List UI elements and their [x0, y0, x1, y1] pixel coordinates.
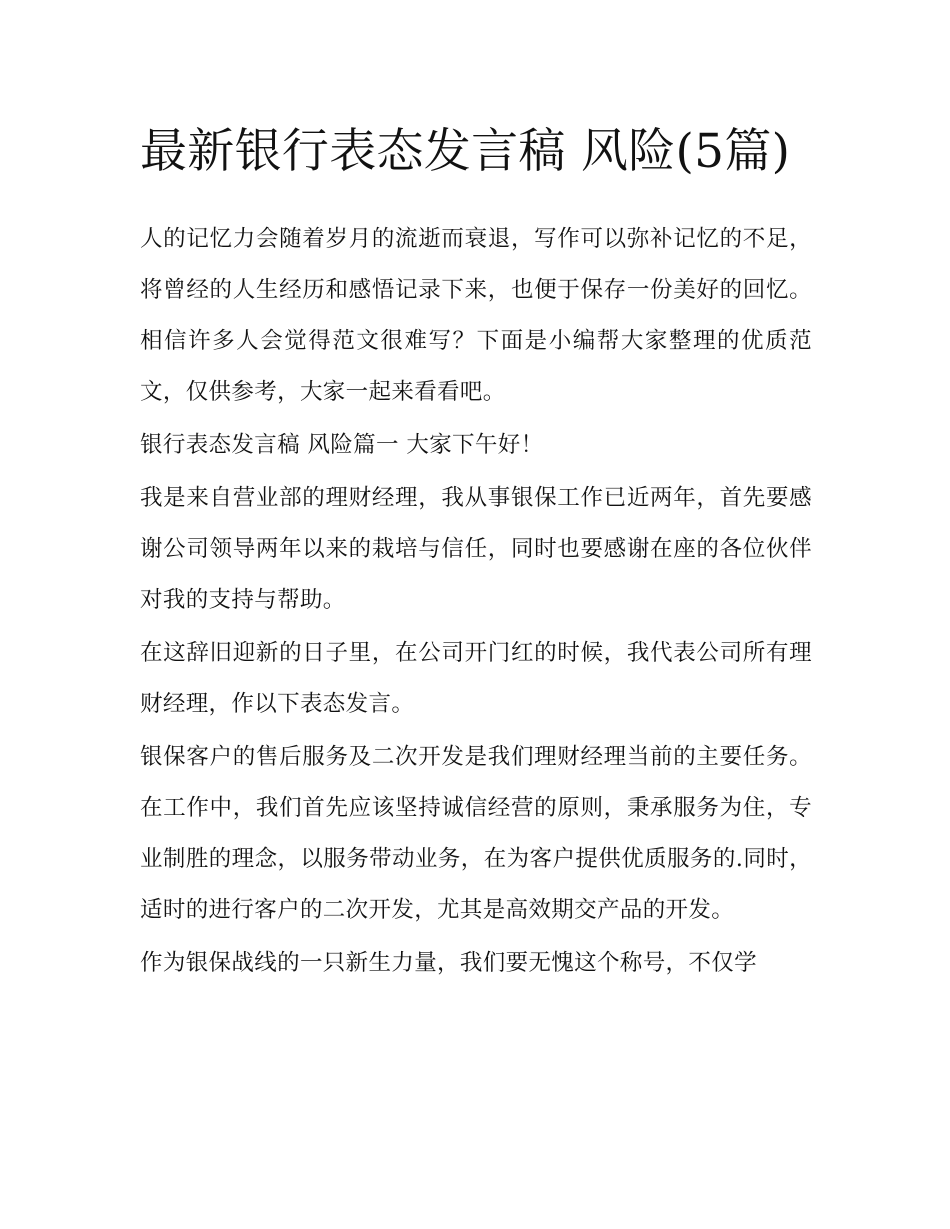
paragraph-intro: 人的记忆力会随着岁月的流逝而衰退，写作可以弥补记忆的不足，将曾经的人生经历和感悟记录下来，也便于保存一份美好的回忆。相信许多人会觉得范文很难写？下面是小编帮大家整理的优质范文，仅供参考，大家一起来看看吧。 [140, 226, 812, 405]
paragraph-new-force: 作为银保战线的一只新生力量，我们要无愧这个称号，不仅学 [140, 950, 757, 976]
paragraph-section-heading: 银行表态发言稿 风险篇一 大家下午好！ [140, 432, 544, 458]
document-page [140, 112, 812, 991]
document-title: 最新银行表态发言稿 风险(5篇) [140, 124, 791, 179]
paragraph-service: 银保客户的售后服务及二次开发是我们理财经理当前的主要任务。在工作中，我们首先应该坚持诚信经营的原则，秉承服务为住，专业制胜的理念，以服务带动业务，在为客户提供优质服务的.同时，适时的进行客户的二次开发，尤其是高效期交产品的开发。 [140, 744, 812, 923]
paragraph-thanks: 我是来自营业部的理财经理，我从事银保工作已近两年，首先要感谢公司领导两年以来的栽培与信任，同时也要感谢在座的各位伙伴对我的支持与帮助。 [140, 485, 812, 613]
paragraph-statement: 在这辞旧迎新的日子里，在公司开门红的时候，我代表公司所有理财经理，作以下表态发言。 [140, 640, 812, 717]
